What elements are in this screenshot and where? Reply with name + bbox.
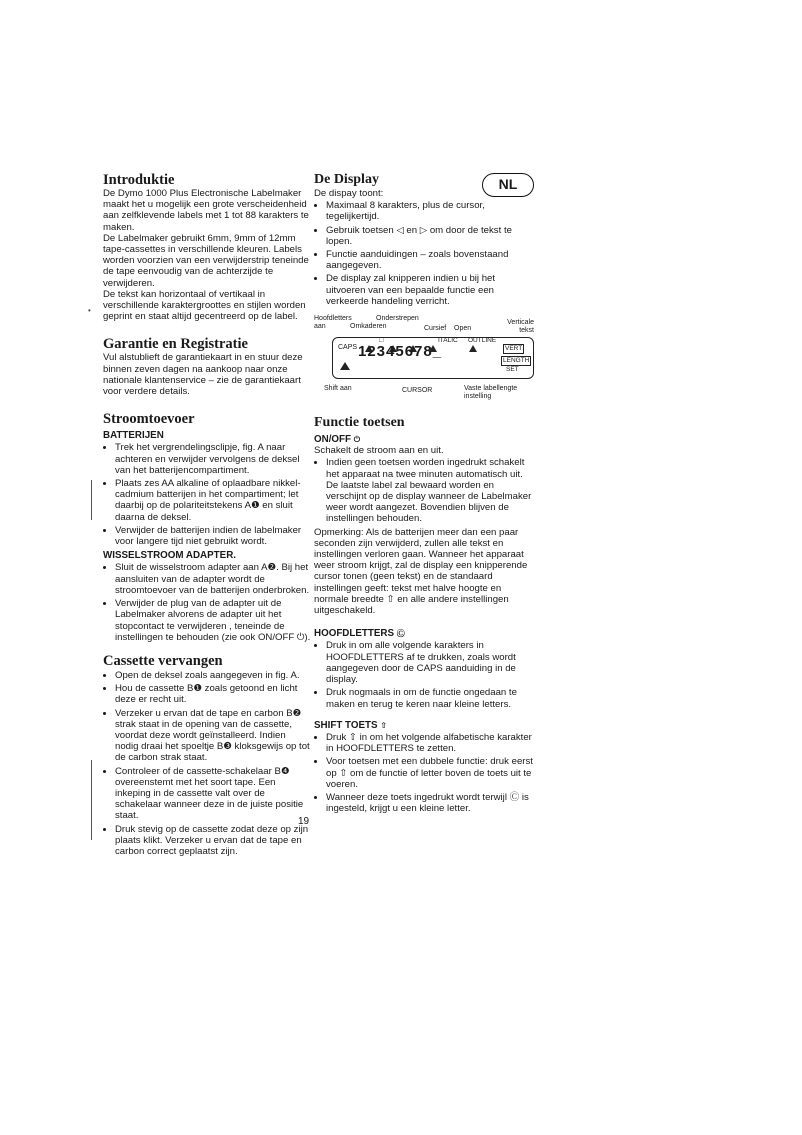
list-item: • De display zal knipperen indien u bij het uitvoeren van een bepaalde functie een verkeerde handeling verricht. (326, 273, 536, 307)
intro-section (103, 172, 311, 322)
list-item: • Maximaal 8 karakters, plus de cursor, tegelijkertijd. (326, 200, 536, 222)
list-item: • Indien geen toetsen worden ingedrukt schakelt het apparaat na twee minuten automatisch uit. De laatste label zal bewaard worden en verschijnt op de display wanneer de Labelmaker weer wordt aangezet. Bovendien blijven de instellingen behouden. (326, 457, 536, 524)
adapter-list (103, 562, 311, 642)
display-diagram (314, 315, 536, 401)
garantie-title: Garantie en Registratie (103, 336, 248, 353)
lcd-outline: OUTLINE (468, 337, 497, 345)
label-cursor: CURSOR (402, 387, 433, 395)
intro-paragraph-3: De tekst kan horizontaal of vertikaal in verschillende karaktergroottes en stijlen worden geprint en staat altijd gecentreerd op de label. (103, 288, 306, 323)
power-icon: ⏻ (353, 435, 361, 445)
lcd-digits: 12345678_ (358, 343, 443, 361)
margin-line-2 (91, 760, 92, 840)
onoff-note: Opmerking: Als de batterijen meer dan een paar seconden zijn verwijderd, zullen alle tekst en instellingen verloren gaan. Wanneer het apparaat weer stroom krijgt, zal de display een knipperende cursor tonen (geen tekst) en de standaard instellingen geeft: tekst met halve hoogte en normale breedte ⇧ en alle andere instellingen uitgeschakeld. (314, 526, 528, 617)
functie-title: Functie toetsen (314, 415, 405, 431)
list-item: • Druk ⇧ in om het volgende alfabetische karakter in HOOFDLETTERS te zetten. (326, 732, 536, 754)
lcd-length: LENGTH (503, 357, 530, 365)
right-column (314, 172, 536, 816)
garantie-paragraph: Vul alstublieft de garantiekaart in en stuur deze binnen zeven dagen na aankoop naar onze nationale klantenservice – zie de garantiekaart voor verdere details. (103, 352, 303, 398)
adapter-title: WISSELSTROOM ADAPTER. (103, 550, 236, 562)
onoff-title: ON/OFF (314, 434, 352, 446)
list-item: • Verzeker u ervan dat de tape en carbon B❷ strak staat in de opening van de cassette, voordat deze wordt geïnstalleerd. Indien nodig draai het spoeltje B❸ kloksgewijs op tot de carbon strak staat. (115, 708, 311, 764)
garantie-section (103, 336, 311, 397)
cassette-section (103, 653, 311, 857)
margin-line-1 (91, 480, 92, 520)
list-item: • Gebruik toetsen ◁ en ▷ om door de tekst te lopen. (326, 225, 536, 247)
stroom-section (103, 411, 311, 643)
margin-mark: • (88, 306, 91, 315)
list-item: • Wanneer deze toets ingedrukt wordt terwijl Ⓒ is ingesteld, krijgt u een kleine letter. (326, 792, 536, 814)
lcd-italic: ITALIC (438, 337, 458, 345)
shift-title: SHIFT TOETS (314, 719, 378, 731)
caps-key-icon: Ⓒ (396, 629, 405, 639)
hoofdletters-title: HOOFDLETTERS (314, 628, 395, 640)
language-badge: NL (482, 173, 534, 197)
batterijen-list (103, 442, 311, 547)
list-item: • Druk stevig op de cassette zodat deze op zijn plaats klikt. Verzeker u ervan dat de tape en carbon correct geplaatst zijn. (115, 824, 311, 858)
list-item: • Druk nogmaals in om de functie ongedaan te maken en terug te keren naar kleine letters. (326, 687, 536, 709)
list-item: • Hou de cassette B❶ zoals getoond en licht deze er recht uit. (115, 683, 311, 705)
list-item: • Verwijder de plug van de adapter uit de Labelmaker alvorens de adapter uit het stopcontact te verwijderen , teneinde de instellingen te behouden (zie ook ON/OFF ⏻). (115, 598, 311, 643)
lcd-set: SET (506, 366, 519, 374)
page-number: 19 (298, 816, 310, 827)
list-item: • Controleer of de cassette-schakelaar B❹ overeenstemt met het soort tape. Een inkeping in de cassette valt over de schakelaar wanneer deze in de juiste positie staat. (115, 766, 311, 822)
display-title: De Display (314, 172, 379, 187)
lcd-caps: CAPS (338, 344, 358, 352)
shift-key-icon: ⇧ (380, 720, 387, 730)
label-omkaderen: Omkaderen (350, 323, 387, 331)
hoofdletters-list (314, 640, 536, 709)
intro-paragraph-1: De Dymo 1000 Plus Electronische Labelmaker maakt het u mogelijk een grote verscheidenheid aan zelfklevende labels met 1 tot 88 karakters te maken. (103, 188, 309, 233)
stroom-title: Stroomtoevoer (103, 411, 195, 428)
lcd-box-icon: □ (379, 337, 384, 345)
label-open: Open (454, 325, 472, 333)
list-item: • Plaats zes AA alkaline of oplaadbare nikkel-cadmium batterijen in het compartiment; let daarbij op de polariteitstekens A❶ en sluit daarna de deksel. (115, 478, 311, 523)
display-intro: De dispay toont: (314, 188, 384, 199)
list-item: • Trek het vergrendelingsclipje, fig. A naar achteren en verwijder vervolgens de deksel van het batterijencompartiment. (115, 442, 311, 476)
display-list (314, 200, 536, 307)
display-section (314, 172, 536, 401)
list-item: • Druk in om alle volgende karakters in HOOFDLETTERS af te drukken, zoals wordt aangegeven door de CAPS aanduiding in de display. (326, 640, 536, 685)
onoff-list (314, 457, 536, 524)
list-item: • Sluit de wisselstroom adapter aan A❷. Bij het aansluiten van de adapter wordt de stroomtoevoer van de batterijen onderbroken. (115, 562, 311, 596)
lcd-vert: VERT (505, 345, 523, 353)
shift-list (314, 732, 536, 814)
list-item: • Voor toetsen met een dubbele functie: druk eerst op ⇧ om de functie of letter boven de toets uit te voeren. (326, 756, 536, 790)
list-item: • Functie aanduidingen – zoals bovenstaand aangegeven. (326, 249, 536, 271)
intro-paragraph-2: De Labelmaker gebruikt 6mm, 9mm of 12mm tape-cassettes in verschillende kleuren. Labels worden voorzien van een verwijderstrip teneinde de tape eenvoudig van de achterzijde te verwijderen. (103, 232, 309, 289)
label-onderstrepen: Onderstrepen (376, 315, 419, 323)
onoff-heading (314, 434, 536, 445)
left-column (103, 172, 311, 859)
intro-title: Introduktie (103, 172, 175, 188)
cassette-title: Cassette vervangen (103, 652, 223, 669)
list-item: • Open de deksel zoals aangegeven in fig. A. (115, 670, 311, 681)
onoff-paragraph: Schakelt de stroom aan en uit. (314, 445, 444, 457)
label-verticale: Verticale tekst (507, 319, 534, 335)
label-hoofdletters: Hoofdletters aan (314, 315, 352, 331)
shift-heading (314, 720, 536, 731)
batterijen-title: BATTERIJEN (103, 430, 164, 442)
label-vaste: Vaste labellengte instelling (464, 385, 518, 401)
hoofdletters-heading (314, 628, 536, 639)
label-shift: Shift aan (324, 385, 352, 393)
cassette-list (103, 670, 311, 857)
functie-section (314, 415, 536, 814)
label-cursief: Cursief (424, 325, 447, 333)
list-item: • Verwijder de batterijen indien de labelmaker voor langere tijd niet gebruikt wordt. (115, 525, 311, 547)
